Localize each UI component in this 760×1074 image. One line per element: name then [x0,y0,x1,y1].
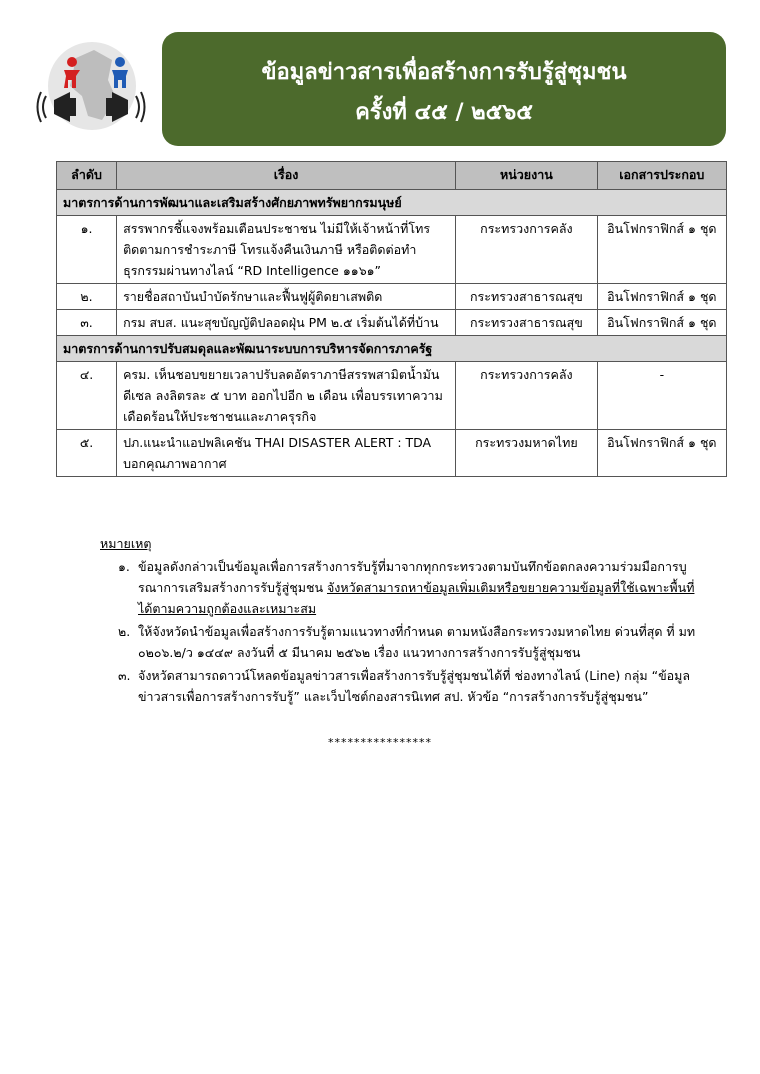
banner-title: ข้อมูลข่าวสารเพื่อสร้างการรับรู้สู่ชุมชน [261,59,627,85]
section-row [57,190,727,216]
col-header-number: ลำดับ [57,162,117,190]
table-row [57,284,727,310]
row-document: อินโฟกราฟิกส์ ๑ ชุด [597,216,726,284]
community-megaphone-logo-icon [36,36,146,140]
col-header-title: เรื่อง [117,162,456,190]
row-title: สรรพากรชี้แจงพร้อมเตือนประชาชน ไม่มีให้เจ้าหน้าที่โทรติดตามการชำระภาษี โทรแจ้งคืนเงินภาษี หรือติดต่อทำธุรกรรมผ่านทางไลน์ “RD Intelligence ๑๑๖๑” [117,216,456,284]
row-agency: กระทรวงสาธารณสุข [456,284,598,310]
row-number: ๒. [57,284,117,310]
notes-list [100,556,704,707]
row-title: ปภ.แนะนำแอปพลิเคชัน THAI DISASTER ALERT : TDA บอกคุณภาพอากาศ [117,430,456,477]
note-item [100,621,704,663]
table-row [57,430,727,477]
note-text: ให้จังหวัดนำข้อมูลเพื่อสร้างการรับรู้ตามแนวทางที่กำหนด ตามหนังสือกระทรวงมหาดไทย ด่วนที่สุด ที่ มท ๐๒๐๖.๒/ว ๑๔๔๙ ลงวันที่ ๕ มีนาคม ๒๕๖๒ เรื่อง แนวทางการสร้างการรับรู้สู่ชุมชน [138,624,696,660]
col-header-document: เอกสารประกอบ [597,162,726,190]
table-row [57,310,727,336]
note-item [100,556,704,619]
section-title: มาตรการด้านการพัฒนาและเสริมสร้างศักยภาพทรัพยากรมนุษย์ [57,190,727,216]
note-number: ๑. [118,559,130,574]
row-document: อินโฟกราฟิกส์ ๑ ชุด [597,284,726,310]
row-agency: กระทรวงสาธารณสุข [456,310,598,336]
row-number: ๑. [57,216,117,284]
row-title: รายชื่อสถาบันบำบัดรักษาและฟื้นฟูผู้ติดยาเสพติด [117,284,456,310]
section-title: มาตรการด้านการปรับสมดุลและพัฒนาระบบการบริหารจัดการภาครัฐ [57,336,727,362]
news-table [56,161,727,477]
row-agency: กระทรวงมหาดไทย [456,430,598,477]
row-title: กรม สบส. แนะสุขบัญญัติปลอดฝุ่น PM ๒.๕ เริ่มต้นได้ที่บ้าน [117,310,456,336]
row-agency: กระทรวงการคลัง [456,362,598,430]
row-number: ๓. [57,310,117,336]
banner-issue: ครั้งที่ ๔๕ / ๒๕๖๕ [355,99,533,125]
title-banner [162,32,726,146]
note-underlined-text: จังหวัดสามารถหาข้อมูลเพิ่มเติมหรือขยายความข้อมูลที่ใช้เฉพาะพื้นที่ได้ตามความถูกต้องและเหมาะสม [138,580,695,616]
note-item [100,665,704,707]
notes-section [100,533,704,709]
notes-heading: หมายเหตุ [100,536,152,551]
row-number: ๕. [57,430,117,477]
row-document: อินโฟกราฟิกส์ ๑ ชุด [597,310,726,336]
note-number: ๒. [118,624,131,639]
row-document: อินโฟกราฟิกส์ ๑ ชุด [597,430,726,477]
table-header-row [57,162,727,190]
row-title: ครม. เห็นชอบขยายเวลาปรับลดอัตราภาษีสรรพสามิตน้ำมันดีเซล ลงลิตรละ ๕ บาท ออกไปอีก ๒ เดือน เพื่อบรรเทาความเดือดร้อนให้ประชาชนและภาครุรกิจ [117,362,456,430]
note-text: ข้อมูลดังกล่าวเป็นข้อมูลเพื่อการสร้างการรับรู้ที่มาจากทุกกระทรวงตามบันทึกข้อตกลงความร่วมมือการบูรณาการเสริมสร้างการรับรู้สู่ชุมชน [138,559,687,595]
table-row [57,216,727,284]
note-number: ๓. [118,668,131,683]
table-row [57,362,727,430]
end-separator: **************** [328,736,432,749]
row-number: ๔. [57,362,117,430]
section-row [57,336,727,362]
row-document: - [597,362,726,430]
row-agency: กระทรวงการคลัง [456,216,598,284]
col-header-agency: หน่วยงาน [456,162,598,190]
note-text: จังหวัดสามารถดาวน์โหลดข้อมูลข่าวสารเพื่อสร้างการรับรู้สู่ชุมชนได้ที่ ช่องทางไลน์ (Line) กลุ่ม “ข้อมูลข่าวสารเพื่อการสร้างการรับรู้” และเว็บไซต์กองสารนิเทศ สป. หัวข้อ “การสร้างการรับรู้สู่ชุมชน” [138,668,691,704]
